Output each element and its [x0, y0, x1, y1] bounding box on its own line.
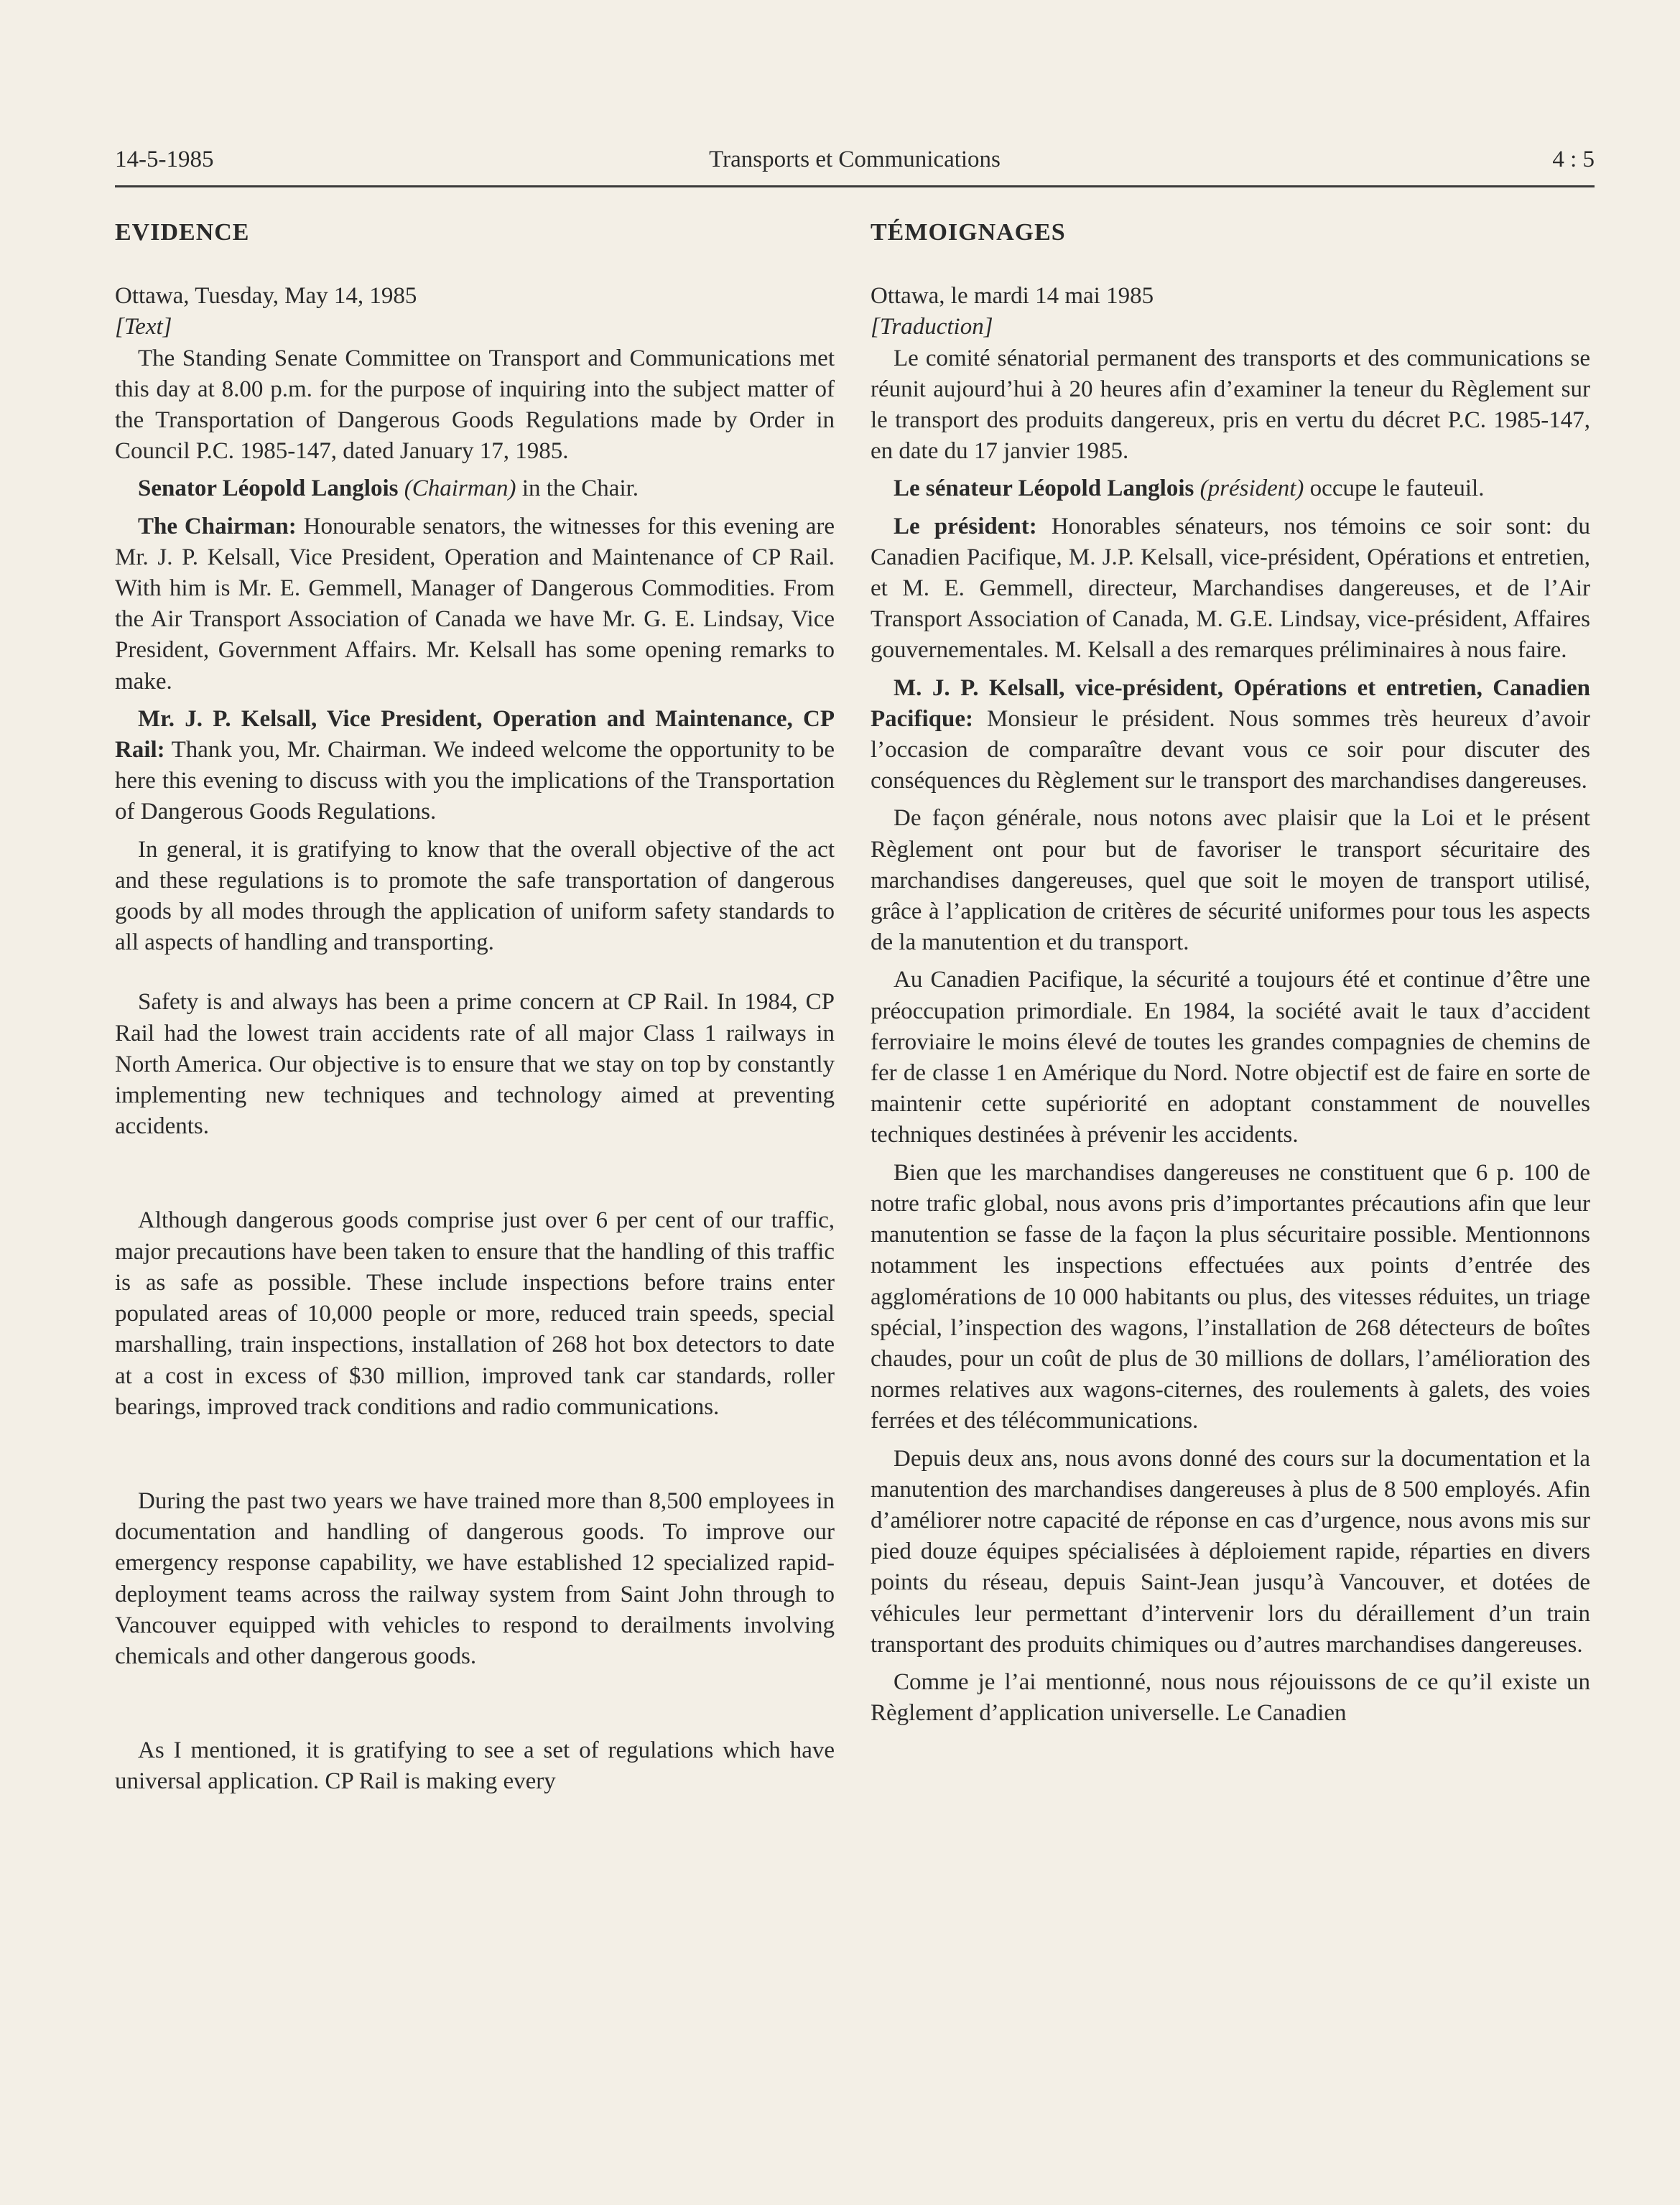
english-column	[115, 217, 835, 1798]
french-text-label: [Traduction]	[871, 314, 993, 340]
english-chairman-statement: The Chairman: Honourable senators, the witnesses for this evening are Mr. J. P. Kelsall, Vice President, Operation and Maintenance of CP Rail. With him is Mr. E. Gemmell, Manager of Dangerous Commodities. From the Air Transport Association of Canada we have Mr. G. E. Lindsay, Vice President, Government Affairs. Mr. Kelsall has some opening remarks to make.	[115, 513, 835, 695]
header-title: Transports et Communications	[709, 147, 1001, 172]
header-page-number: 4 : 5	[1552, 147, 1595, 172]
french-paragraph-during: Depuis deux ans, nous avons donné des cours sur la documentation et la manutention des marchandises dangereuses à plus de 8 500 employés. Afin d’améliorer notre capacité de réponse en cas d’urgence, nous avons mis sur pied douze équipes spécialisées à déploiement rapide, réparties en divers points du réseau, depuis Saint-Jean jusqu’à Vancouver, et dotées de véhicules leur permettant d’intervenir lors du déraillement d’un train transportant des produits chimiques ou d’autres marchandises dangereuses.	[871, 1445, 1590, 1658]
french-paragraph-mentioned: Comme je l’ai mentionné, nous nous réjouissons de ce qu’il existe un Règlement d’application universelle. Le Canadien	[871, 1668, 1590, 1727]
english-paragraph-general: In general, it is gratifying to know that the overall objective of the act and these regulations is to promote the safe transportation of dangerous goods by all modes through the application of uniform safety standards to all aspects of handling and transporting.	[115, 836, 835, 956]
english-dateline: Ottawa, Tuesday, May 14, 1985	[115, 283, 417, 310]
french-dateline: Ottawa, le mardi 14 mai 1985	[871, 283, 1154, 310]
french-paragraph-safety: Au Canadien Pacifique, la sécurité a toujours été et continue d’être une préoccupation primordiale. En 1984, la société avait le taux d’accident ferroviaire le moins élevé de toutes les grandes compagnies de chemins de fer de classe 1 en Amérique du Nord. Notre objectif est de faire en sorte de maintenir cette supériorité en adoptant constamment de nouvelles techniques destinées à prévenir les accidents.	[871, 967, 1590, 1148]
french-kelsall-statement: M. J. P. Kelsall, vice-président, Opérations et entretien, Canadien Pacifique: Monsieur le président. Nous sommes très heureux d’avoir l’occasion de comparaître devant vous ce soir pour discuter des conséquences du Règlement sur le transport des marchandises dangereuses.	[871, 674, 1590, 794]
english-heading: EVIDENCE	[115, 219, 250, 246]
english-intro: The Standing Senate Committee on Transport and Communications met this day at 8.00 p.m. for the purpose of inquiring into the subject matter of the Transportation of Dangerous Goods Regulations made by Order in Council P.C. 1985-147, dated January 17, 1985.	[115, 345, 835, 465]
french-paragraph-although: Bien que les marchandises dangereuses ne constituent que 6 p. 100 de notre trafic global, nous avons pris d’importantes précautions afin que leur manutention se fasse de la façon la plus sécuritaire possible. Mentionnons notamment les inspections effectuées aux points d’entrée des agglomérations de 10 000 habitants ou plus, des vitesses réduites, un triage spécial, l’inspection des wagons, l’installation de 268 détecteurs de boîtes chaudes, pour un coût de plus de 30 millions de dollars, l’amélioration des normes relatives aux wagons-citernes, des roulements à galets, des voies ferrées et des télécommunications.	[871, 1159, 1590, 1434]
french-paragraph-general: De façon générale, nous notons avec plaisir que la Loi et le présent Règlement ont pour but de favoriser le transport sécuritaire des marchandises dangereuses, quel que soit le moyen de transport utilisé, grâce à l’application de critères de sécurité uniformes pour tous les aspects de la manutention et du transport.	[871, 805, 1590, 956]
french-intro: Le comité sénatorial permanent des transports et des communications se réunit aujourd’hui à 20 heures afin d’examiner la teneur du Règlement sur le transport des produits dangereux, pris en vertu du décret P.C. 1985-147, en date du 17 janvier 1985.	[871, 345, 1590, 465]
english-paragraph-safety: Safety is and always has been a prime concern at CP Rail. In 1984, CP Rail had the lowest train accidents rate of all major Class 1 railways in North America. Our objective is to ensure that we stay on top by constantly implementing new techniques and technology aimed at preventing accidents.	[115, 989, 835, 1140]
english-paragraph-although: Although dangerous goods comprise just over 6 per cent of our traffic, major precautions have been taken to ensure that the handling of this traffic is as safe as possible. These include inspections before trains enter populated areas of 10,000 people or more, reduced train speeds, special marshalling, train inspections, installation of 268 hot box detectors to date at a cost in excess of $30 million, improved tank car standards, roller bearings, improved track conditions and radio communications.	[115, 1207, 835, 1420]
english-text-label: [Text]	[115, 314, 172, 340]
header-date: 14-5-1985	[115, 147, 214, 172]
english-kelsall-statement: Mr. J. P. Kelsall, Vice President, Operation and Maintenance, CP Rail: Thank you, Mr. Chairman. We indeed welcome the opportunity to be here this evening to discuss with you the implications of the Transportation of Dangerous Goods Regulations.	[115, 705, 835, 825]
page-header	[115, 144, 1595, 187]
english-chair-line: Senator Léopold Langlois (Chairman) in the Chair.	[138, 475, 639, 502]
french-chairman-statement: Le président: Honorables sénateurs, nos témoins ce soir sont: du Canadien Pacifique, M. J.P. Kelsall, vice-président, Opérations et entretien, et M. E. Gemmell, directeur, Marchandises dangereuses, et de l’Air Transport Association of Canada, M. G.E. Lindsay, vice-président, Affaires gouvernementales. M. Kelsall a des remarques préliminaires à nous faire.	[871, 513, 1590, 664]
french-heading: TÉMOIGNAGES	[871, 219, 1066, 246]
french-column	[871, 217, 1590, 1729]
english-paragraph-mentioned: As I mentioned, it is gratifying to see a set of regulations which have universal application. CP Rail is making every	[115, 1737, 835, 1795]
english-paragraph-during: During the past two years we have trained more than 8,500 employees in documentation and handling of dangerous goods. To improve our emergency response capability, we have established 12 specialized rapid-deployment teams across the railway system from Saint John through to Vancouver equipped with vehicles to respond to derailments involving chemicals and other dangerous goods.	[115, 1487, 835, 1669]
french-chair-line: Le sénateur Léopold Langlois (président) occupe le fauteuil.	[894, 475, 1485, 502]
